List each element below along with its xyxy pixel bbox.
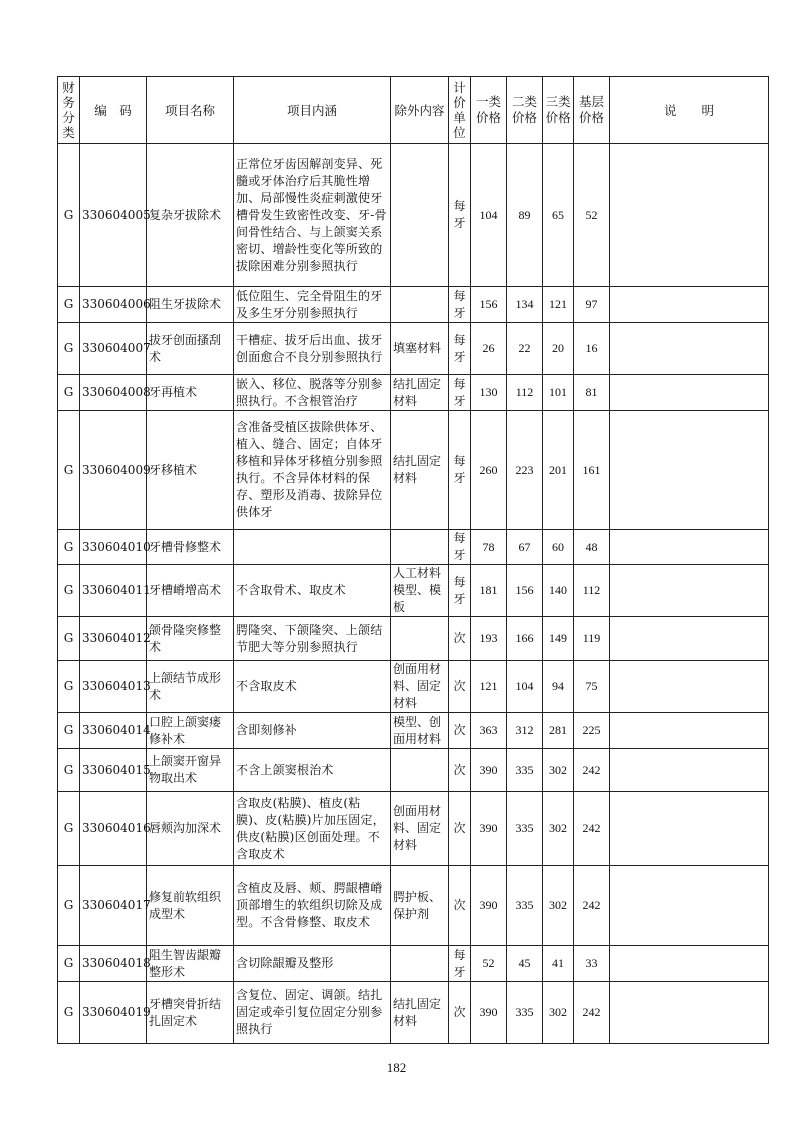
row-exclusions: 创面用材料、固定材料 <box>391 661 449 713</box>
table-row <box>58 749 769 792</box>
row-name: 阻生牙拔除术 <box>147 287 234 323</box>
row-price1: 363 <box>471 713 507 749</box>
row-price2: 112 <box>507 375 543 411</box>
row-price3: 94 <box>543 661 574 713</box>
row-price3: 121 <box>543 287 574 323</box>
row-content: 嵌入、移位、脱落等分别参照执行。不含根管治疗 <box>234 375 391 411</box>
header-price4 <box>574 77 610 144</box>
row-exclusions <box>391 530 449 565</box>
row-category: G <box>58 144 80 287</box>
row-price1: 390 <box>471 866 507 946</box>
row-name: 牙槽骨修整术 <box>147 530 234 565</box>
row-price4: 242 <box>574 749 610 792</box>
row-unit: 每牙 <box>449 946 471 982</box>
row-content: 不含上颌窦根治术 <box>234 749 391 792</box>
row-exclusions: 模型、创面用材料 <box>391 713 449 749</box>
row-notes <box>610 375 769 411</box>
header-price2 <box>507 77 543 144</box>
table-row <box>58 713 769 749</box>
row-notes <box>610 749 769 792</box>
row-price1: 390 <box>471 749 507 792</box>
row-unit: 次 <box>449 792 471 866</box>
row-price4: 161 <box>574 411 610 530</box>
row-category: G <box>58 617 80 661</box>
row-unit: 次 <box>449 713 471 749</box>
header-content: 项目内涵 <box>234 77 391 144</box>
row-name: 上颌窦开窗异物取出术 <box>147 749 234 792</box>
header-price3-text: 三类价格 <box>545 94 571 125</box>
row-price2: 166 <box>507 617 543 661</box>
row-code: 330604009 <box>80 411 147 530</box>
row-price3: 140 <box>543 565 574 617</box>
row-code: 330604014 <box>80 713 147 749</box>
row-content: 含植皮及唇、颊、腭龈槽嵴顶部增生的软组织切除及成型。不含骨修整、取皮术 <box>234 866 391 946</box>
row-price1: 390 <box>471 792 507 866</box>
row-notes <box>610 792 769 866</box>
header-price3 <box>543 77 574 144</box>
row-price2: 335 <box>507 749 543 792</box>
row-code: 330604006 <box>80 287 147 323</box>
header-row <box>58 77 769 144</box>
row-unit: 每牙 <box>449 323 471 375</box>
row-exclusions: 创面用材料、固定材料 <box>391 792 449 866</box>
row-category: G <box>58 866 80 946</box>
row-price2: 335 <box>507 866 543 946</box>
table-row <box>58 530 769 565</box>
header-price4-text: 基层价格 <box>578 94 604 125</box>
row-notes <box>610 530 769 565</box>
row-code: 330604007 <box>80 323 147 375</box>
row-category: G <box>58 661 80 713</box>
row-price2: 89 <box>507 144 543 287</box>
row-price1: 52 <box>471 946 507 982</box>
row-content: 含复位、固定、调颌。结扎固定或牵引复位固定分别参照执行 <box>234 982 391 1044</box>
row-content: 含准备受植区拔除供体牙、植入、缝合、固定；自体牙移植和异体牙移植分别参照执行。不含异体材料的保存、塑形及消毒、拔除异位供体牙 <box>234 411 391 530</box>
row-category: G <box>58 375 80 411</box>
header-unit-text: 计价单位 <box>453 80 466 140</box>
row-price4: 81 <box>574 375 610 411</box>
row-notes <box>610 713 769 749</box>
header-code: 编 码 <box>80 77 147 144</box>
row-unit: 次 <box>449 661 471 713</box>
row-price2: 22 <box>507 323 543 375</box>
row-code: 330604017 <box>80 866 147 946</box>
row-code: 330604016 <box>80 792 147 866</box>
row-price1: 26 <box>471 323 507 375</box>
row-exclusions: 结扎固定材料 <box>391 411 449 530</box>
row-code: 330604010 <box>80 530 147 565</box>
table-row <box>58 287 769 323</box>
row-content <box>234 530 391 565</box>
row-name: 牙槽突骨折结扎固定术 <box>147 982 234 1044</box>
row-price3: 302 <box>543 982 574 1044</box>
row-price2: 45 <box>507 946 543 982</box>
row-exclusions <box>391 946 449 982</box>
table-row <box>58 144 769 287</box>
row-unit: 每牙 <box>449 530 471 565</box>
price-table <box>57 76 769 1044</box>
row-code: 330604019 <box>80 982 147 1044</box>
row-price4: 97 <box>574 287 610 323</box>
row-notes <box>610 144 769 287</box>
row-category: G <box>58 411 80 530</box>
row-price4: 52 <box>574 144 610 287</box>
row-notes <box>610 866 769 946</box>
row-price4: 33 <box>574 946 610 982</box>
table-row <box>58 792 769 866</box>
row-price1: 156 <box>471 287 507 323</box>
header-price1-text: 一类价格 <box>475 94 501 125</box>
header-price2-text: 二类价格 <box>511 94 537 125</box>
header-name: 项目名称 <box>147 77 234 144</box>
row-unit: 每牙 <box>449 144 471 287</box>
row-notes <box>610 411 769 530</box>
table-row <box>58 866 769 946</box>
row-unit: 次 <box>449 866 471 946</box>
row-category: G <box>58 982 80 1044</box>
table-row <box>58 661 769 713</box>
row-notes <box>610 323 769 375</box>
header-category-text: 财务分类 <box>62 80 75 140</box>
header-notes: 说 明 <box>610 77 769 144</box>
row-content: 不含取皮术 <box>234 661 391 713</box>
row-name: 颌骨隆突修整术 <box>147 617 234 661</box>
row-price2: 223 <box>507 411 543 530</box>
row-price1: 181 <box>471 565 507 617</box>
row-price3: 65 <box>543 144 574 287</box>
table-row <box>58 375 769 411</box>
row-code: 330604005 <box>80 144 147 287</box>
row-category: G <box>58 287 80 323</box>
table-row <box>58 617 769 661</box>
header-category <box>58 77 80 144</box>
row-price1: 104 <box>471 144 507 287</box>
table-row <box>58 323 769 375</box>
table-row <box>58 946 769 982</box>
row-price4: 242 <box>574 982 610 1044</box>
row-name: 口腔上颌窦瘘修补术 <box>147 713 234 749</box>
row-notes <box>610 565 769 617</box>
row-category: G <box>58 530 80 565</box>
row-price3: 60 <box>543 530 574 565</box>
row-unit: 次 <box>449 982 471 1044</box>
row-price2: 67 <box>507 530 543 565</box>
row-unit: 次 <box>449 749 471 792</box>
row-name: 牙移植术 <box>147 411 234 530</box>
row-category: G <box>58 323 80 375</box>
header-unit <box>449 77 471 144</box>
table-body <box>58 144 769 1044</box>
row-price2: 156 <box>507 565 543 617</box>
row-price3: 302 <box>543 792 574 866</box>
row-code: 330604008 <box>80 375 147 411</box>
table-row <box>58 565 769 617</box>
row-name: 修复前软组织成型术 <box>147 866 234 946</box>
row-exclusions <box>391 749 449 792</box>
row-category: G <box>58 713 80 749</box>
row-price4: 242 <box>574 792 610 866</box>
row-category: G <box>58 749 80 792</box>
row-unit: 每牙 <box>449 411 471 530</box>
row-code: 330604015 <box>80 749 147 792</box>
row-price2: 104 <box>507 661 543 713</box>
row-exclusions: 人工材料模型、模板 <box>391 565 449 617</box>
row-price4: 225 <box>574 713 610 749</box>
table-row <box>58 411 769 530</box>
row-price4: 16 <box>574 323 610 375</box>
header-exclusions: 除外内容 <box>391 77 449 144</box>
row-notes <box>610 287 769 323</box>
row-price1: 390 <box>471 982 507 1044</box>
row-price4: 119 <box>574 617 610 661</box>
row-exclusions: 结扎固定材料 <box>391 982 449 1044</box>
row-price2: 312 <box>507 713 543 749</box>
row-exclusions: 填塞材料 <box>391 323 449 375</box>
row-content: 含即刻修补 <box>234 713 391 749</box>
row-content: 不含取骨术、取皮术 <box>234 565 391 617</box>
row-price3: 281 <box>543 713 574 749</box>
row-content: 干槽症、拔牙后出血、拔牙创面愈合不良分别参照执行 <box>234 323 391 375</box>
row-exclusions: 结扎固定材料 <box>391 375 449 411</box>
row-price1: 121 <box>471 661 507 713</box>
row-unit: 每牙 <box>449 565 471 617</box>
row-price1: 130 <box>471 375 507 411</box>
row-unit: 每牙 <box>449 375 471 411</box>
row-exclusions <box>391 144 449 287</box>
row-price2: 134 <box>507 287 543 323</box>
row-notes <box>610 661 769 713</box>
row-name: 牙槽嵴增高术 <box>147 565 234 617</box>
row-price1: 78 <box>471 530 507 565</box>
row-category: G <box>58 565 80 617</box>
row-price4: 48 <box>574 530 610 565</box>
page-number: 182 <box>386 1060 407 1075</box>
row-price3: 302 <box>543 866 574 946</box>
table-row <box>58 982 769 1044</box>
row-code: 330604013 <box>80 661 147 713</box>
row-unit: 次 <box>449 617 471 661</box>
row-name: 牙再植术 <box>147 375 234 411</box>
row-name: 上颌结节成形术 <box>147 661 234 713</box>
row-price4: 75 <box>574 661 610 713</box>
row-price3: 20 <box>543 323 574 375</box>
row-price2: 335 <box>507 982 543 1044</box>
row-code: 330604012 <box>80 617 147 661</box>
row-content: 腭隆突、下颌隆突、上颌结节肥大等分别参照执行 <box>234 617 391 661</box>
row-price3: 201 <box>543 411 574 530</box>
row-price3: 302 <box>543 749 574 792</box>
row-price3: 101 <box>543 375 574 411</box>
row-content: 低位阻生、完全骨阻生的牙及多生牙分别参照执行 <box>234 287 391 323</box>
row-name: 拔牙创面搔刮术 <box>147 323 234 375</box>
row-price4: 112 <box>574 565 610 617</box>
row-notes <box>610 617 769 661</box>
row-category: G <box>58 792 80 866</box>
row-name: 阻生智齿龈瓣整形术 <box>147 946 234 982</box>
row-content: 正常位牙齿因解剖变异、死髓或牙体治疗后其脆性增加、局部慢性炎症刺激使牙槽骨发生致密性改变、牙-骨间骨性结合、与上颌窦关系密切、增龄性变化等所致的拔除困难分别参照执行 <box>234 144 391 287</box>
row-price1: 193 <box>471 617 507 661</box>
row-name: 唇颊沟加深术 <box>147 792 234 866</box>
header-price1 <box>471 77 507 144</box>
row-unit: 每牙 <box>449 287 471 323</box>
row-exclusions <box>391 617 449 661</box>
row-code: 330604011 <box>80 565 147 617</box>
row-notes <box>610 982 769 1044</box>
row-price3: 41 <box>543 946 574 982</box>
row-name: 复杂牙拔除术 <box>147 144 234 287</box>
row-exclusions: 腭护板、保护剂 <box>391 866 449 946</box>
row-code: 330604018 <box>80 946 147 982</box>
row-exclusions <box>391 287 449 323</box>
row-category: G <box>58 946 80 982</box>
row-content: 含切除龈瓣及整形 <box>234 946 391 982</box>
row-price2: 335 <box>507 792 543 866</box>
row-price3: 149 <box>543 617 574 661</box>
row-notes <box>610 946 769 982</box>
row-content: 含取皮(粘膜)、植皮(粘膜)、皮(粘膜)片加压固定，供皮(粘膜)区创面处理。不含取皮术 <box>234 792 391 866</box>
row-price4: 242 <box>574 866 610 946</box>
row-price1: 260 <box>471 411 507 530</box>
